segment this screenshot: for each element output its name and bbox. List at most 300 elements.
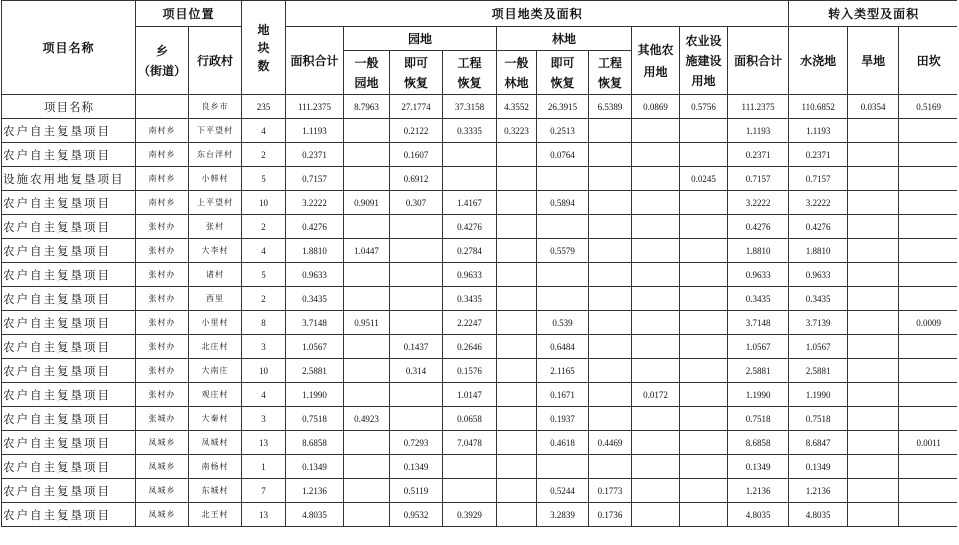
dry-land-cell: 0.0354: [848, 95, 899, 119]
dry-land-cell: [848, 383, 899, 407]
dry-land-cell: [848, 407, 899, 431]
paddy-cell: [899, 215, 959, 239]
general-forest-cell: [497, 287, 537, 311]
conversion-total-cell: 8.6858: [728, 431, 789, 455]
village-cell: 张村: [189, 215, 242, 239]
general-forest-cell: [497, 431, 537, 455]
plots-cell: 5: [242, 167, 286, 191]
immediate-garden-cell: 0.1607: [390, 143, 443, 167]
conversion-total-cell: 1.0567: [728, 335, 789, 359]
general-garden-cell: 0.9511: [344, 311, 390, 335]
engineering-garden-cell: 2.2247: [443, 311, 497, 335]
agri-facility-cell: [680, 455, 728, 479]
general-forest-cell: [497, 143, 537, 167]
agri-facility-cell: [680, 215, 728, 239]
area-total-cell: 0.3435: [286, 287, 344, 311]
general-garden-cell: [344, 215, 390, 239]
village-cell: 上平望村: [189, 191, 242, 215]
village-cell: 小韩村: [189, 167, 242, 191]
project-name-cell: 农户自主复垦项目: [2, 215, 136, 239]
general-forest-cell: [497, 239, 537, 263]
table-row: [2, 503, 959, 527]
conversion-total-cell: 0.7518: [728, 407, 789, 431]
village-cell: 北王村: [189, 503, 242, 527]
agri-facility-cell: [680, 119, 728, 143]
plots-cell: 7: [242, 479, 286, 503]
conversion-total-cell: 3.2222: [728, 191, 789, 215]
land-reclamation-table: [1, 0, 959, 527]
township-cell: 凤城乡: [136, 479, 189, 503]
irrigated-cell: 0.7518: [789, 407, 848, 431]
conversion-total-cell: 4.8035: [728, 503, 789, 527]
plots-cell: 13: [242, 431, 286, 455]
area-total-cell: 1.8810: [286, 239, 344, 263]
township-cell: 张村办: [136, 335, 189, 359]
general-garden-cell: 0.9091: [344, 191, 390, 215]
area-total-cell: 1.2136: [286, 479, 344, 503]
general-garden-cell: [344, 503, 390, 527]
township-cell: 张城办: [136, 407, 189, 431]
village-cell: 大秦村: [189, 407, 242, 431]
dry-land-cell: [848, 431, 899, 455]
irrigated-cell: 1.8810: [789, 239, 848, 263]
general-garden-cell: [344, 167, 390, 191]
irrigated-cell: 0.4276: [789, 215, 848, 239]
engineering-garden-cell: 0.9633: [443, 263, 497, 287]
paddy-cell: [899, 263, 959, 287]
plots-cell: 3: [242, 407, 286, 431]
township-cell: 南村乡: [136, 191, 189, 215]
plots-cell: 1: [242, 455, 286, 479]
general-forest-cell: 4.3552: [497, 95, 537, 119]
engineering-garden-cell: 0.2646: [443, 335, 497, 359]
dry-land-cell: [848, 215, 899, 239]
table-row: [2, 191, 959, 215]
general-garden-cell: [344, 335, 390, 359]
table-row: [2, 455, 959, 479]
immediate-garden-cell: 27.1774: [390, 95, 443, 119]
engineering-forest-cell: [589, 383, 632, 407]
immediate-forest-cell: 0.0764: [537, 143, 589, 167]
header-immediate-restore-garden: 即可恢复: [390, 51, 443, 95]
immediate-garden-cell: [390, 215, 443, 239]
dry-land-cell: [848, 455, 899, 479]
township-cell: 南村乡: [136, 119, 189, 143]
general-garden-cell: [344, 359, 390, 383]
project-name-cell: 农户自主复垦项目: [2, 311, 136, 335]
engineering-garden-cell: [443, 143, 497, 167]
table-row: [2, 239, 959, 263]
paddy-cell: [899, 287, 959, 311]
engineering-forest-cell: [589, 287, 632, 311]
paddy-cell: 0.0011: [899, 431, 959, 455]
project-name-cell: 农户自主复垦项目: [2, 335, 136, 359]
plots-cell: 10: [242, 359, 286, 383]
engineering-forest-cell: [589, 167, 632, 191]
project-name-cell: 农户自主复垦项目: [2, 383, 136, 407]
township-cell: 张村办: [136, 239, 189, 263]
header-dry-land: 旱地: [848, 27, 899, 95]
table-row: [2, 479, 959, 503]
area-total-cell: 1.1193: [286, 119, 344, 143]
irrigated-cell: 0.9633: [789, 263, 848, 287]
area-total-cell: 0.9633: [286, 263, 344, 287]
village-cell: 东台洋村: [189, 143, 242, 167]
general-forest-cell: [497, 383, 537, 407]
area-total-cell: 3.2222: [286, 191, 344, 215]
general-garden-cell: [344, 287, 390, 311]
project-name-cell: 农户自主复垦项目: [2, 287, 136, 311]
engineering-forest-cell: 0.4469: [589, 431, 632, 455]
irrigated-cell: 110.6852: [789, 95, 848, 119]
village-cell: 南杨村: [189, 455, 242, 479]
paddy-cell: [899, 407, 959, 431]
irrigated-cell: 0.3435: [789, 287, 848, 311]
engineering-forest-cell: [589, 119, 632, 143]
irrigated-cell: 0.2371: [789, 143, 848, 167]
irrigated-cell: 8.6847: [789, 431, 848, 455]
immediate-garden-cell: 0.1349: [390, 455, 443, 479]
plots-cell: 2: [242, 143, 286, 167]
plots-cell: 4: [242, 119, 286, 143]
other-agri-cell: [632, 335, 680, 359]
agri-facility-cell: [680, 503, 728, 527]
engineering-garden-cell: 0.3435: [443, 287, 497, 311]
paddy-cell: [899, 239, 959, 263]
conversion-total-cell: 0.9633: [728, 263, 789, 287]
village-cell: 小里村: [189, 311, 242, 335]
immediate-garden-cell: 0.2122: [390, 119, 443, 143]
engineering-forest-cell: [589, 263, 632, 287]
agri-facility-cell: [680, 407, 728, 431]
agri-facility-cell: 0.5756: [680, 95, 728, 119]
area-total-cell: 2.5881: [286, 359, 344, 383]
immediate-forest-cell: 0.2513: [537, 119, 589, 143]
irrigated-cell: 1.2136: [789, 479, 848, 503]
general-forest-cell: 0.3223: [497, 119, 537, 143]
other-agri-cell: [632, 143, 680, 167]
general-forest-cell: [497, 263, 537, 287]
paddy-cell: [899, 503, 959, 527]
village-cell: 下平望村: [189, 119, 242, 143]
general-garden-cell: [344, 455, 390, 479]
plots-cell: 4: [242, 383, 286, 407]
project-name-cell: 农户自主复垦项目: [2, 359, 136, 383]
header-other-agri: 其他农用地: [632, 27, 680, 95]
plots-cell: 2: [242, 287, 286, 311]
village-cell: 西里: [189, 287, 242, 311]
paddy-cell: [899, 335, 959, 359]
immediate-forest-cell: [537, 215, 589, 239]
header-agri-facility: 农业设施建设用地: [680, 27, 728, 95]
area-total-cell: 111.2375: [286, 95, 344, 119]
engineering-garden-cell: 37.3158: [443, 95, 497, 119]
project-name-cell: 农户自主复垦项目: [2, 191, 136, 215]
dry-land-cell: [848, 503, 899, 527]
other-agri-cell: [632, 311, 680, 335]
plots-cell: 10: [242, 191, 286, 215]
area-total-cell: 0.7157: [286, 167, 344, 191]
project-name-cell: 农户自主复垦项目: [2, 119, 136, 143]
village-cell: 观庄村: [189, 383, 242, 407]
header-garden: 园地: [344, 27, 497, 51]
table-row: [2, 287, 959, 311]
area-total-cell: 3.7148: [286, 311, 344, 335]
project-name-cell: 农户自主复垦项目: [2, 239, 136, 263]
township-cell: 张村办: [136, 263, 189, 287]
header-area-total-2: 面积合计: [728, 27, 789, 95]
general-garden-cell: 0.4923: [344, 407, 390, 431]
other-agri-cell: [632, 263, 680, 287]
immediate-forest-cell: [537, 167, 589, 191]
irrigated-cell: 0.1349: [789, 455, 848, 479]
immediate-garden-cell: [390, 383, 443, 407]
immediate-forest-cell: 0.5579: [537, 239, 589, 263]
dry-land-cell: [848, 335, 899, 359]
plots-cell: 4: [242, 239, 286, 263]
irrigated-cell: 2.5881: [789, 359, 848, 383]
agri-facility-cell: [680, 479, 728, 503]
village-cell: 凤城村: [189, 431, 242, 455]
township-cell: 凤城乡: [136, 455, 189, 479]
area-total-cell: 1.1990: [286, 383, 344, 407]
general-forest-cell: [497, 455, 537, 479]
engineering-garden-cell: 0.0658: [443, 407, 497, 431]
conversion-total-cell: 111.2375: [728, 95, 789, 119]
dry-land-cell: [848, 119, 899, 143]
summary-row: [2, 95, 959, 119]
immediate-garden-cell: 0.7293: [390, 431, 443, 455]
general-garden-cell: [344, 143, 390, 167]
township-cell: 凤城乡: [136, 503, 189, 527]
immediate-forest-cell: 0.4618: [537, 431, 589, 455]
plots-cell: 13: [242, 503, 286, 527]
immediate-garden-cell: [390, 407, 443, 431]
immediate-forest-cell: [537, 263, 589, 287]
engineering-garden-cell: 0.3335: [443, 119, 497, 143]
township-cell: 张村办: [136, 359, 189, 383]
paddy-cell: [899, 143, 959, 167]
table-row: [2, 407, 959, 431]
engineering-forest-cell: 0.1773: [589, 479, 632, 503]
engineering-forest-cell: [589, 143, 632, 167]
dry-land-cell: [848, 143, 899, 167]
immediate-forest-cell: 0.6484: [537, 335, 589, 359]
immediate-garden-cell: 0.6912: [390, 167, 443, 191]
township-cell: 南村乡: [136, 167, 189, 191]
general-garden-cell: [344, 431, 390, 455]
header-irrigated: 水浇地: [789, 27, 848, 95]
other-agri-cell: [632, 119, 680, 143]
irrigated-cell: 1.1193: [789, 119, 848, 143]
conversion-total-cell: 0.4276: [728, 215, 789, 239]
agri-facility-cell: [680, 311, 728, 335]
project-name-cell: 农户自主复垦项目: [2, 431, 136, 455]
engineering-forest-cell: [589, 215, 632, 239]
table-row: [2, 215, 959, 239]
engineering-garden-cell: 7.0478: [443, 431, 497, 455]
area-total-cell: 8.6858: [286, 431, 344, 455]
other-agri-cell: 0.0172: [632, 383, 680, 407]
immediate-forest-cell: [537, 455, 589, 479]
header-conversion-type-area: 转入类型及面积: [789, 1, 959, 27]
immediate-garden-cell: [390, 263, 443, 287]
township-cell: 张村办: [136, 287, 189, 311]
village-cell: 北庄村: [189, 335, 242, 359]
conversion-total-cell: 2.5881: [728, 359, 789, 383]
engineering-forest-cell: [589, 335, 632, 359]
general-garden-cell: [344, 383, 390, 407]
dry-land-cell: [848, 479, 899, 503]
table-body: [2, 95, 959, 527]
table-row: [2, 263, 959, 287]
table-row: [2, 335, 959, 359]
conversion-total-cell: 3.7148: [728, 311, 789, 335]
header-village: 行政村: [189, 27, 242, 95]
other-agri-cell: [632, 215, 680, 239]
dry-land-cell: [848, 239, 899, 263]
general-forest-cell: [497, 359, 537, 383]
village-cell: 东城村: [189, 479, 242, 503]
conversion-total-cell: 1.1990: [728, 383, 789, 407]
engineering-forest-cell: [589, 311, 632, 335]
table-row: [2, 431, 959, 455]
table-row: [2, 359, 959, 383]
conversion-total-cell: 0.7157: [728, 167, 789, 191]
immediate-garden-cell: 0.9532: [390, 503, 443, 527]
engineering-forest-cell: [589, 359, 632, 383]
township-cell: 南村乡: [136, 143, 189, 167]
general-garden-cell: 1.0447: [344, 239, 390, 263]
irrigated-cell: 3.2222: [789, 191, 848, 215]
general-garden-cell: 8.7963: [344, 95, 390, 119]
other-agri-cell: [632, 167, 680, 191]
paddy-cell: 0.5169: [899, 95, 959, 119]
dry-land-cell: [848, 167, 899, 191]
paddy-cell: [899, 455, 959, 479]
immediate-forest-cell: 0.1671: [537, 383, 589, 407]
conversion-total-cell: 0.1349: [728, 455, 789, 479]
irrigated-cell: 4.8035: [789, 503, 848, 527]
conversion-total-cell: 1.8810: [728, 239, 789, 263]
area-total-cell: 0.7518: [286, 407, 344, 431]
table-row: [2, 311, 959, 335]
area-total-cell: 1.0567: [286, 335, 344, 359]
engineering-garden-cell: 0.4276: [443, 215, 497, 239]
immediate-garden-cell: [390, 239, 443, 263]
village-cell: 大南庄: [189, 359, 242, 383]
conversion-total-cell: 0.2371: [728, 143, 789, 167]
agri-facility-cell: [680, 191, 728, 215]
dry-land-cell: [848, 287, 899, 311]
dry-land-cell: [848, 191, 899, 215]
header-immediate-restore-forest: 即可恢复: [537, 51, 589, 95]
engineering-forest-cell: 0.1736: [589, 503, 632, 527]
township-cell: 张村办: [136, 383, 189, 407]
conversion-total-cell: 0.3435: [728, 287, 789, 311]
header-area-total: 面积合计: [286, 27, 344, 95]
header-forest: 林地: [497, 27, 632, 51]
engineering-forest-cell: [589, 455, 632, 479]
table-row: [2, 383, 959, 407]
agri-facility-cell: [680, 383, 728, 407]
header-project-name: 项目名称: [2, 1, 136, 95]
project-name-cell: 农户自主复垦项目: [2, 407, 136, 431]
dry-land-cell: [848, 311, 899, 335]
paddy-cell: [899, 167, 959, 191]
general-forest-cell: [497, 167, 537, 191]
general-forest-cell: [497, 215, 537, 239]
agri-facility-cell: [680, 431, 728, 455]
general-forest-cell: [497, 479, 537, 503]
conversion-total-cell: 1.2136: [728, 479, 789, 503]
plots-cell: 3: [242, 335, 286, 359]
agri-facility-cell: [680, 335, 728, 359]
other-agri-cell: [632, 407, 680, 431]
conversion-total-cell: 1.1193: [728, 119, 789, 143]
irrigated-cell: 3.7139: [789, 311, 848, 335]
village-cell: 良乡市: [189, 95, 242, 119]
immediate-forest-cell: 0.1937: [537, 407, 589, 431]
immediate-garden-cell: 0.307: [390, 191, 443, 215]
engineering-garden-cell: 0.2784: [443, 239, 497, 263]
other-agri-cell: [632, 479, 680, 503]
township-cell: [136, 95, 189, 119]
header-location: 项目位置: [136, 1, 242, 27]
project-name-cell: 设施农用地复垦项目: [2, 167, 136, 191]
area-total-cell: 0.4276: [286, 215, 344, 239]
immediate-forest-cell: 0.5244: [537, 479, 589, 503]
other-agri-cell: [632, 503, 680, 527]
township-cell: 张村办: [136, 215, 189, 239]
general-forest-cell: [497, 335, 537, 359]
other-agri-cell: [632, 431, 680, 455]
area-total-cell: 0.1349: [286, 455, 344, 479]
agri-facility-cell: [680, 263, 728, 287]
table-row: [2, 167, 959, 191]
paddy-cell: [899, 119, 959, 143]
immediate-forest-cell: 2.1165: [537, 359, 589, 383]
table-row: [2, 143, 959, 167]
township-cell: 张村办: [136, 311, 189, 335]
immediate-forest-cell: 26.3915: [537, 95, 589, 119]
other-agri-cell: 0.0869: [632, 95, 680, 119]
engineering-garden-cell: [443, 167, 497, 191]
header-general-garden: 一般园地: [344, 51, 390, 95]
general-forest-cell: [497, 191, 537, 215]
other-agri-cell: [632, 239, 680, 263]
irrigated-cell: 1.0567: [789, 335, 848, 359]
immediate-garden-cell: 0.314: [390, 359, 443, 383]
general-garden-cell: [344, 263, 390, 287]
paddy-cell: [899, 359, 959, 383]
general-forest-cell: [497, 311, 537, 335]
header-engineering-restore-garden: 工程恢复: [443, 51, 497, 95]
engineering-garden-cell: [443, 455, 497, 479]
header-engineering-restore-forest: 工程恢复: [589, 51, 632, 95]
engineering-forest-cell: [589, 407, 632, 431]
irrigated-cell: 0.7157: [789, 167, 848, 191]
immediate-forest-cell: 0.539: [537, 311, 589, 335]
immediate-garden-cell: 0.1437: [390, 335, 443, 359]
project-name-cell: 农户自主复垦项目: [2, 143, 136, 167]
paddy-cell: [899, 191, 959, 215]
immediate-forest-cell: 0.5894: [537, 191, 589, 215]
table-row: [2, 119, 959, 143]
village-cell: 诸村: [189, 263, 242, 287]
general-forest-cell: [497, 407, 537, 431]
general-garden-cell: [344, 479, 390, 503]
